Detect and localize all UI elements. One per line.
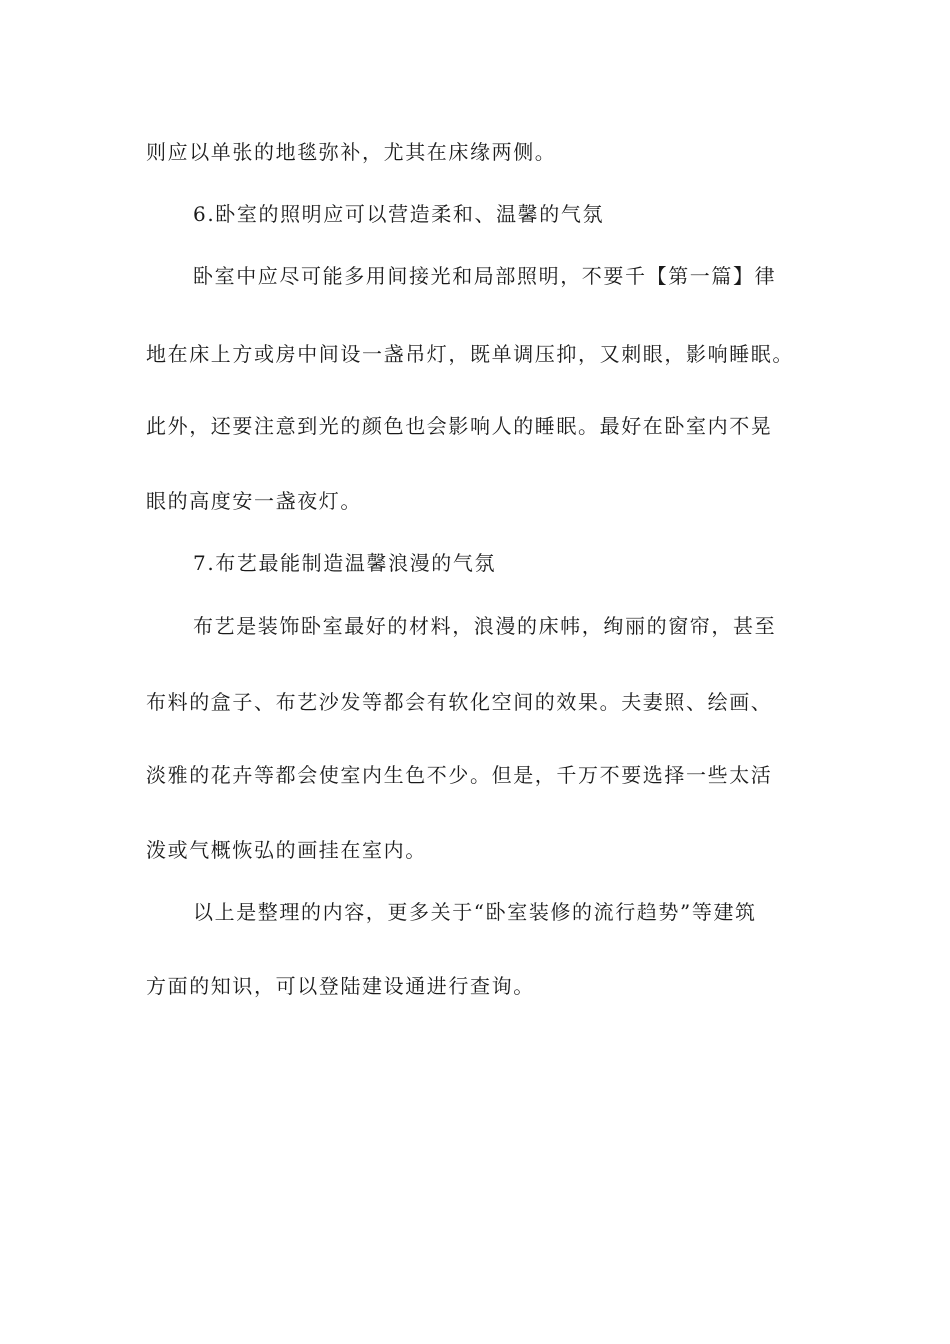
paragraph-line: 卧室中应尽可能多用间接光和局部照明，不要千【第一篇】律 [193,264,777,288]
paragraph-line: 淡雅的花卉等都会使室内生色不少。但是，千万不要选择一些太活 [146,763,773,787]
paragraph-line: 布料的盒子、布艺沙发等都会有软化空间的效果。夫妻照、绘画、 [146,690,773,714]
paragraph-line: 眼的高度安一盏夜灯。 [146,489,362,513]
paragraph-line: 泼或气概恢弘的画挂在室内。 [146,838,427,862]
paragraph-line: 方面的知识，可以登陆建设通进行查询。 [146,974,535,998]
paragraph-line: 地在床上方或房中间设一盏吊灯，既单调压抑，又刺眼，影响睡眠。 [146,342,794,366]
paragraph-line: 则应以单张的地毯弥补，尤其在床缘两侧。 [146,140,557,164]
paragraph-line: 布艺是装饰卧室最好的材料，浪漫的床帏，绚丽的窗帘，甚至 [193,614,777,638]
paragraph-line: 以上是整理的内容，更多关于“卧室装修的流行趋势”等建筑 [193,900,757,924]
section-heading: 7.布艺最能制造温馨浪漫的气氛 [193,551,497,575]
paragraph-line: 此外，还要注意到光的颜色也会影响人的睡眠。最好在卧室内不晃 [146,414,773,438]
section-heading: 6.卧室的照明应可以营造柔和、温馨的气氛 [193,202,605,226]
